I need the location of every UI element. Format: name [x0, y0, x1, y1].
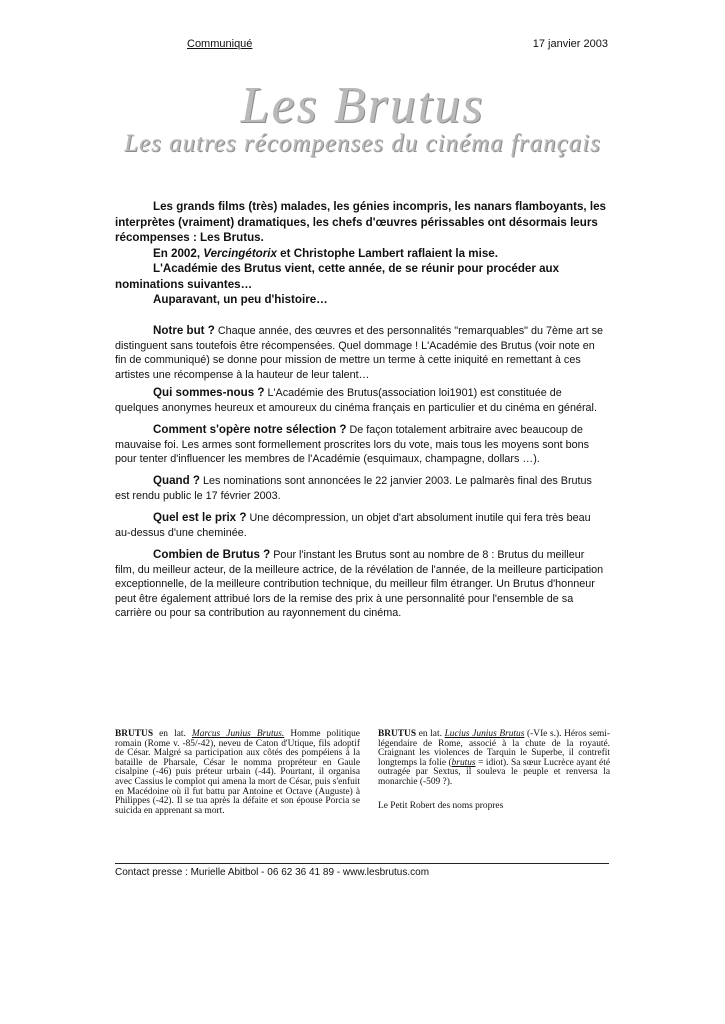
definition-term: BRUTUS — [115, 729, 154, 739]
press-contact: Contact presse : Murielle Abitbol - 06 62 36 41 89 - www.lesbrutus.com — [115, 867, 430, 878]
intro-paragraph-3: L'Académie des Brutus vient, cette année, de se réunir pour procéder aux nominations suivantes… — [115, 262, 560, 291]
faq-question: Qui sommes-nous ? — [153, 386, 265, 399]
faq-answer: Les nominations sont annoncées le 22 janvier 2003. Le palmarès final des Brutus est rendu public le 17 février 2003. — [115, 475, 592, 502]
faq-question: Quel est le prix ? — [153, 511, 247, 524]
faq-question: Notre but ? — [153, 324, 215, 337]
faq-item-when — [115, 474, 607, 503]
faq-answer: Chaque année, des œuvres et des personnalités "remarquables" du 7ème art se distinguent sans toutefois être récompensées. Quel dommage ! L'Académie des Brutus (voir note en fin de communiqué) se donne pour mission de mettre un terme à cette iniquité en remettant à ces artistes une récompense à la hauteur de leur talent… — [115, 325, 604, 381]
faq-answer: Une décompression, un objet d'art absolument inutile qui fera très beau au-dessus d'une cheminée. — [115, 512, 591, 539]
footer-divider — [115, 863, 609, 864]
definition-latin-name: Marcus Junius Brutus. — [191, 729, 285, 739]
faq-question: Combien de Brutus ? — [153, 548, 271, 561]
definition-prefix: en lat. — [416, 729, 445, 739]
definition-text: Homme politique romain (Rome v. -85/-42), neveu de Caton d'Utique, fils adoptif de César. Malgré sa participation aux côtés des pompéiens à la bataille de Pharsale, César le nomma propréteur en Gaule cisalpine (-46) puis préteur urbain (-44). Pourtant, il organisa avec Cassius le complot qui amena la mort de César, puis s'enfuit en Macédoine où il fut battu par Antoine et Octave (Auguste) à Philippes (-42). Il se tua après la défaite et son épouse Porcia se suicida en apprenant sa mort. — [115, 729, 361, 816]
intro-line2-suffix: et Christophe Lambert raflaient la mise. — [276, 246, 498, 260]
faq-item-selection — [115, 423, 607, 467]
faq-item-who — [115, 386, 607, 415]
intro-block — [115, 199, 607, 308]
intro-film-title: Vercingétorix — [203, 246, 277, 260]
definition-marcus-brutus — [115, 730, 360, 816]
faq-item-how-many — [115, 548, 607, 621]
definition-prefix: en lat. — [153, 729, 192, 739]
faq-question: Quand ? — [153, 474, 201, 487]
intro-paragraph-4: Auparavant, un peu d'histoire… — [153, 293, 328, 306]
faq-item-goal — [115, 324, 607, 382]
faq-question: Comment s'opère notre sélection ? — [153, 423, 347, 436]
definition-term: BRUTUS — [378, 729, 417, 739]
faq-item-prize — [115, 511, 607, 540]
doc-date: 17 janvier 2003 — [532, 38, 608, 50]
intro-paragraph-1: Les grands films (très) malades, les génies incompris, les nanars flamboyants, les interprètes (vraiment) dramatiques, les chefs d'œuvres périssables ont désormais leurs récompenses : Les Brutus. — [115, 200, 606, 244]
definition-lucius-brutus — [378, 730, 610, 788]
doc-type-label: Communiqué — [187, 38, 253, 50]
definition-source: Le Petit Robert des noms propres — [378, 801, 504, 811]
definition-text: (-VIe s.). Héros semi-légendaire de Rome, associé à la chute de la royauté. Craignant les violences de Tarquin le Superbe, il contrefit longtemps la folie ( — [378, 729, 610, 768]
faq-answer: Pour l'instant les Brutus sont au nombre de 8 : Brutus du meilleur film, du meilleur acteur, de la meilleure actrice, de la révélation de l'année, de la meilleure participation exceptionnelle, de la meilleure contribution technique, du meilleur film étranger. Un Brutus d'honneur peut être également attribué lors de la remise des prix à une personnalité pour l'ensemble de sa carrière ou pour sa contribution au rayonnement du cinéma. — [115, 549, 604, 619]
definition-latin-name: Lucius Junius Brutus — [444, 729, 525, 739]
logo-title: Les Brutus — [240, 77, 485, 134]
faq-answer: L'Académie des Brutus(association loi1901) est constituée de quelques anonymes heureux et amoureux du cinéma français en particulier et du cinéma en général. — [115, 387, 597, 414]
logo-subtitle: Les autres récompenses du cinéma français — [124, 130, 601, 157]
intro-paragraph-2 — [115, 246, 607, 262]
definition-text-end: = idiot). Sa sœur Lucrèce ayant été outragée par Sextus, il souleva le peuple et renversa la monarchie (-509 ?). — [378, 757, 610, 787]
faq-answer: De façon totalement arbitraire avec beaucoup de mauvaise foi. Les armes sont formellement proscrites lors du vote, mais tous les moyens sont bons pour tenter d'influencer les membres de l'Académie (esquimaux, champagne, dollars …). — [115, 424, 590, 465]
intro-line2-prefix: En 2002, — [153, 246, 204, 260]
definition-latin-word: brutus — [451, 757, 476, 768]
